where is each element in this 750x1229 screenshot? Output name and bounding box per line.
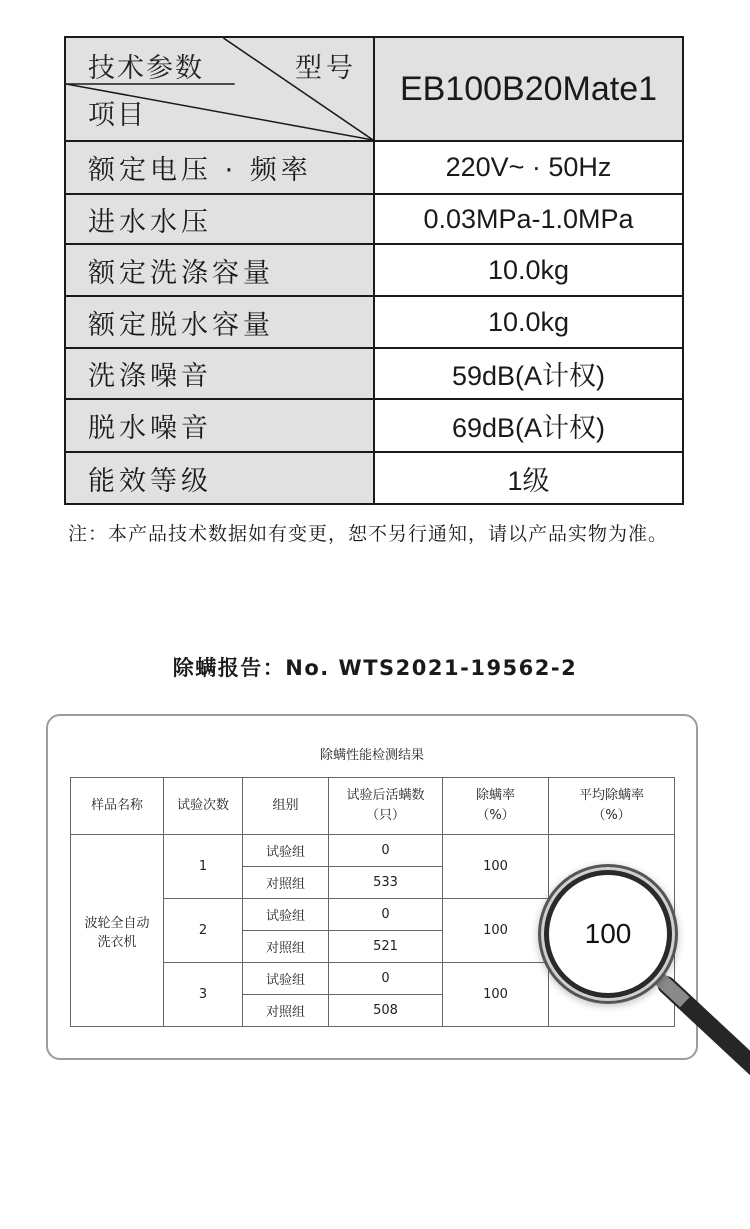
header-item: 项目: [88, 100, 146, 131]
mite-count: 0: [329, 899, 443, 931]
mite-count: 508: [329, 995, 443, 1027]
disclaimer-note: 注：本产品技术数据如有变更，恕不另行通知，请以产品实物为准。: [68, 523, 669, 545]
col-removal-rate: [443, 778, 549, 835]
header-param: 技术参数: [88, 53, 204, 84]
sample-name-cell: [71, 835, 164, 1027]
col-removal-rate-line2: （%）: [476, 808, 515, 823]
average-rate-value: 100: [584, 918, 632, 949]
removal-rate: 100: [443, 835, 549, 899]
removal-rate: 100: [443, 899, 549, 963]
spec-label: 能效等级: [65, 452, 374, 504]
group-label: 对照组: [243, 931, 329, 963]
sample-name-line2: 洗衣机: [97, 934, 137, 950]
model-name: EB100B20Mate1: [374, 37, 683, 141]
mite-count: 521: [329, 931, 443, 963]
col-removal-rate-line1: 除螨率: [475, 788, 515, 803]
group-label: 试验组: [243, 835, 329, 867]
col-trial-count: 试验次数: [164, 778, 243, 835]
spec-table: [64, 36, 684, 505]
spec-value: 10.0kg: [374, 244, 683, 296]
spec-value: 220V~ · 50Hz: [374, 141, 683, 194]
magnifying-glass-icon: [544, 870, 672, 998]
mite-test-title: 除螨性能检测结果: [319, 748, 424, 763]
group-label: 对照组: [243, 867, 329, 899]
trial-number: 3: [164, 963, 243, 1027]
spec-label: 额定洗涤容量: [65, 244, 374, 296]
spec-value: 0.03MPa-1.0MPa: [374, 194, 683, 244]
col-live-mites-line1: 试验后活螨数: [346, 788, 425, 803]
spec-label: 洗涤噪音: [65, 348, 374, 399]
col-group: 组别: [243, 778, 329, 835]
spec-header-cell: [65, 37, 374, 141]
col-live-mites: [329, 778, 443, 835]
col-sample-name: 样品名称: [71, 778, 164, 835]
spec-value: 59dB(A计权): [374, 348, 683, 399]
sample-name-line1: 波轮全自动: [84, 915, 150, 931]
trial-number: 1: [164, 835, 243, 899]
report-title: 除螨报告：No. WTS2021-19562-2: [172, 656, 578, 680]
group-label: 试验组: [243, 963, 329, 995]
spec-label: 进水水压: [65, 194, 374, 244]
col-avg-rate: [549, 778, 675, 835]
removal-rate: 100: [443, 963, 549, 1027]
col-live-mites-line2: （只）: [365, 808, 405, 823]
group-label: 试验组: [243, 899, 329, 931]
spec-value: 69dB(A计权): [374, 399, 683, 452]
trial-number: 2: [164, 899, 243, 963]
spec-label: 额定脱水容量: [65, 296, 374, 348]
spec-label: 脱水噪音: [65, 399, 374, 452]
header-model: 型号: [295, 53, 357, 84]
spec-value: 1级: [374, 452, 683, 504]
mite-count: 533: [329, 867, 443, 899]
mite-count: 0: [329, 835, 443, 867]
col-avg-rate-line2: （%）: [592, 808, 631, 823]
group-label: 对照组: [243, 995, 329, 1027]
col-avg-rate-line1: 平均除螨率: [578, 788, 644, 803]
spec-value: 10.0kg: [374, 296, 683, 348]
mite-count: 0: [329, 963, 443, 995]
spec-label: 额定电压 · 频率: [65, 141, 374, 194]
